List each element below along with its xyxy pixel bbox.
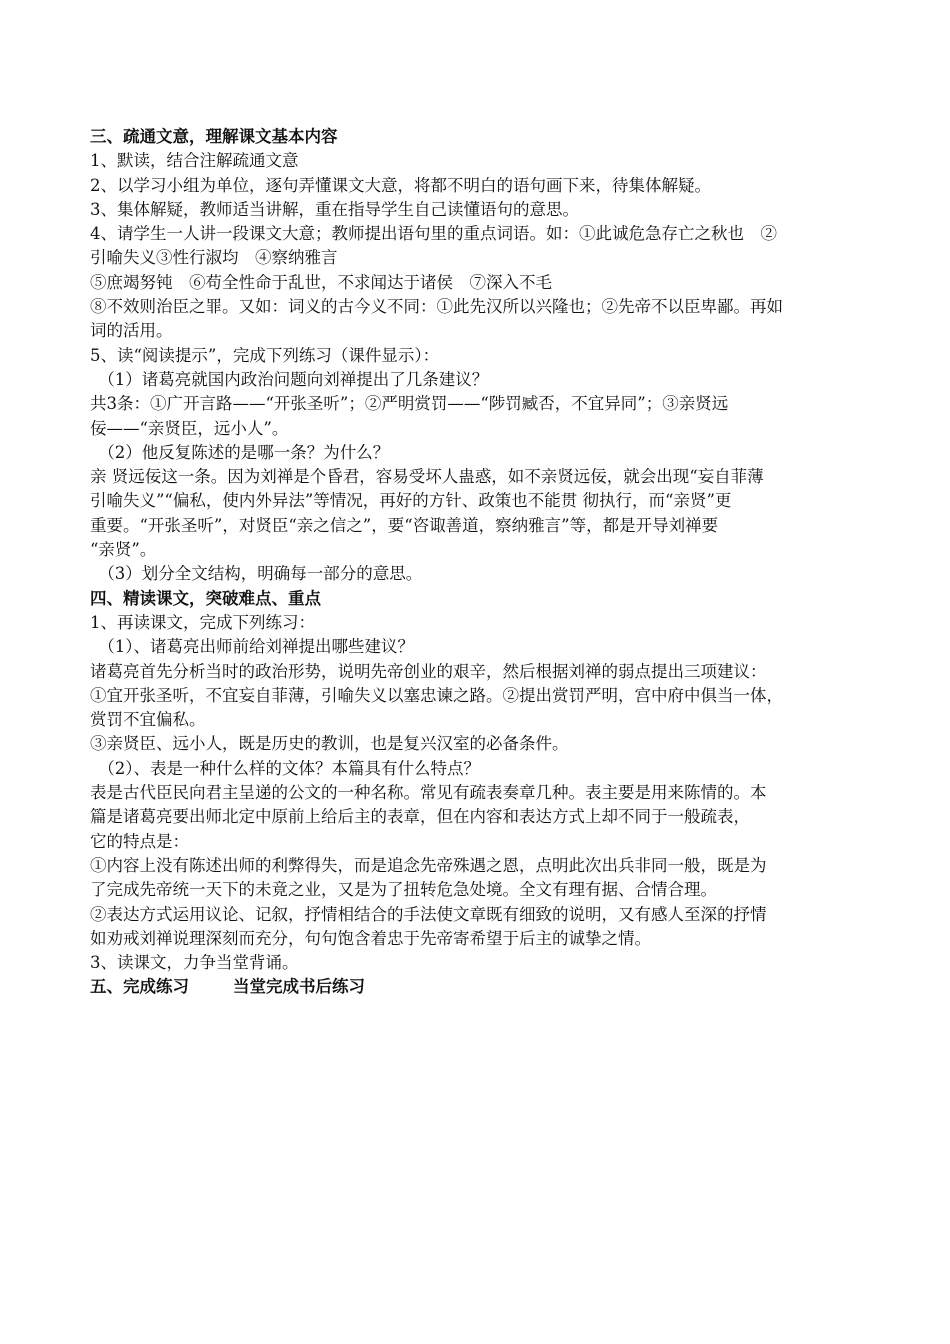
section-3-answer-2-line-4: “亲贤”。 [90,540,157,560]
section-4-answer-2-line-6: ②表达方式运用议论、记叙，抒情相结合的手法使文章既有细致的说明，又有感人至深的抒情 [90,904,767,924]
section-3-step-4-line-5: 词的活用。 [90,321,173,341]
section-4-question-2: （2）、表是一种什么样的文体？本篇具有什么特点？ [98,758,480,778]
section-4-step-1: 1、再读课文，完成下列练习： [90,612,315,632]
section-4-answer-2-line-7: 如劝戒刘禅说理深刻而充分，句句饱含着忠于先帝寄希望于后主的诚挚之情。 [90,928,651,948]
section-4-answer-2-line-4: ①内容上没有陈述出师的利弊得失，而是追念先帝殊遇之恩，点明此次出兵非同一般，既是为 [90,855,767,875]
section-3-step-4-line-3: ⑤庶竭努钝 ⑥苟全性命于乱世，不求闻达于诸侯 ⑦深入不毛 [90,272,552,292]
section-4-answer-1-line-4: ③亲贤臣、远小人，既是历史的教训，也是复兴汉室的必备条件。 [90,734,569,754]
section-3-heading: 三、疏通文意，理解课文基本内容 [90,127,338,146]
section-3-question-2: （2）他反复陈述的是哪一条？为什么？ [98,442,390,462]
section-4-answer-1-line-1: 诸葛亮首先分析当时的政治形势，说明先帝创业的艰辛，然后根据刘禅的弱点提出三项建议： [90,661,767,681]
section-3-question-3: （3）划分全文结构，明确每一部分的意思。 [98,564,423,584]
section-3-step-3: 3、集体解疑，教师适当讲解，重在指导学生自己读懂语句的意思。 [90,199,579,219]
section-3-step-4-line-4: ⑧不效则治臣之罪。又如：词义的古今义不同：①此先汉所以兴隆也；②先帝不以臣卑鄙。再如 [90,297,783,317]
section-4-answer-2-line-2: 篇是诸葛亮要出师北定中原前上给后主的表章，但在内容和表达方式上却不同于一般疏表， [90,807,750,827]
section-5-note: 当堂完成书后练习 [233,977,365,997]
section-4-step-3: 3、读课文，力争当堂背诵。 [90,953,299,973]
section-4-answer-1-line-3: 赏罚不宜偏私。 [90,710,206,730]
section-3-step-1: 1、默读，结合注解疏通文意 [90,151,299,171]
section-3-step-2: 2、以学习小组为单位，逐句弄懂课文大意，将都不明白的语句画下来，待集体解疑。 [90,175,711,195]
section-3-answer-2-line-3: 重要。“开张圣听”，对贤臣“亲之信之”，要“咨诹善道，察纳雅言”等，都是开导刘禅要 [90,515,719,535]
section-3-answer-1-line-2: 佞——“亲贤臣，远小人”。 [90,418,289,438]
section-4-answer-1-line-2: ①宜开张圣听，不宜妄自菲薄，引喻失义以塞忠谏之路。②提出赏罚严明，宫中府中俱当一体， [90,685,783,705]
section-3-answer-2-line-2: 引喻失义”“偏私，使内外异法”等情况，再好的方针、政策也不能贯 彻执行，而“亲贤”更 [90,491,732,511]
section-4-answer-2-line-3: 它的特点是： [90,831,189,851]
section-3-step-4-line-1: 4、请学生一人讲一段课文大意；教师提出语句里的重点词语。如：①此诚危急存亡之秋也 ② [90,224,777,244]
document-page [90,125,865,1000]
section-5-title: 五、完成练习 [90,977,189,997]
section-4-question-1: （1）、诸葛亮出师前给刘禅提出哪些建议？ [98,637,414,657]
section-3-question-1: （1）诸葛亮就国内政治问题向刘禅提出了几条建议？ [98,369,489,389]
section-5-heading [90,975,865,999]
section-3-answer-1-line-1: 共3条：①广开言路——“开张圣听”；②严明赏罚——“陟罚臧否，不宜异同”；③亲贤远 [90,394,729,414]
section-4-answer-2-line-5: 了完成先帝统一天下的未竟之业，又是为了扭转危急处境。全文有理有据、合情合理。 [90,880,717,900]
section-3-step-4-line-2: 引喻失义③性行淑均 ④察纳雅言 [90,248,338,268]
section-3-answer-2-line-1: 亲 贤远佞这一条。因为刘禅是个昏君，容易受坏人蛊惑，如不亲贤远佞，就会出现“妄自菲薄 [90,467,764,487]
section-3-step-5: 5、读“阅读提示”，完成下列练习（课件显示）： [90,345,440,365]
section-4-answer-2-line-1: 表是古代臣民向君主呈递的公文的一种名称。常见有疏表奏章几种。表主要是用来陈情的。本 [90,783,767,803]
section-4-heading: 四、精读课文，突破难点、重点 [90,588,321,608]
